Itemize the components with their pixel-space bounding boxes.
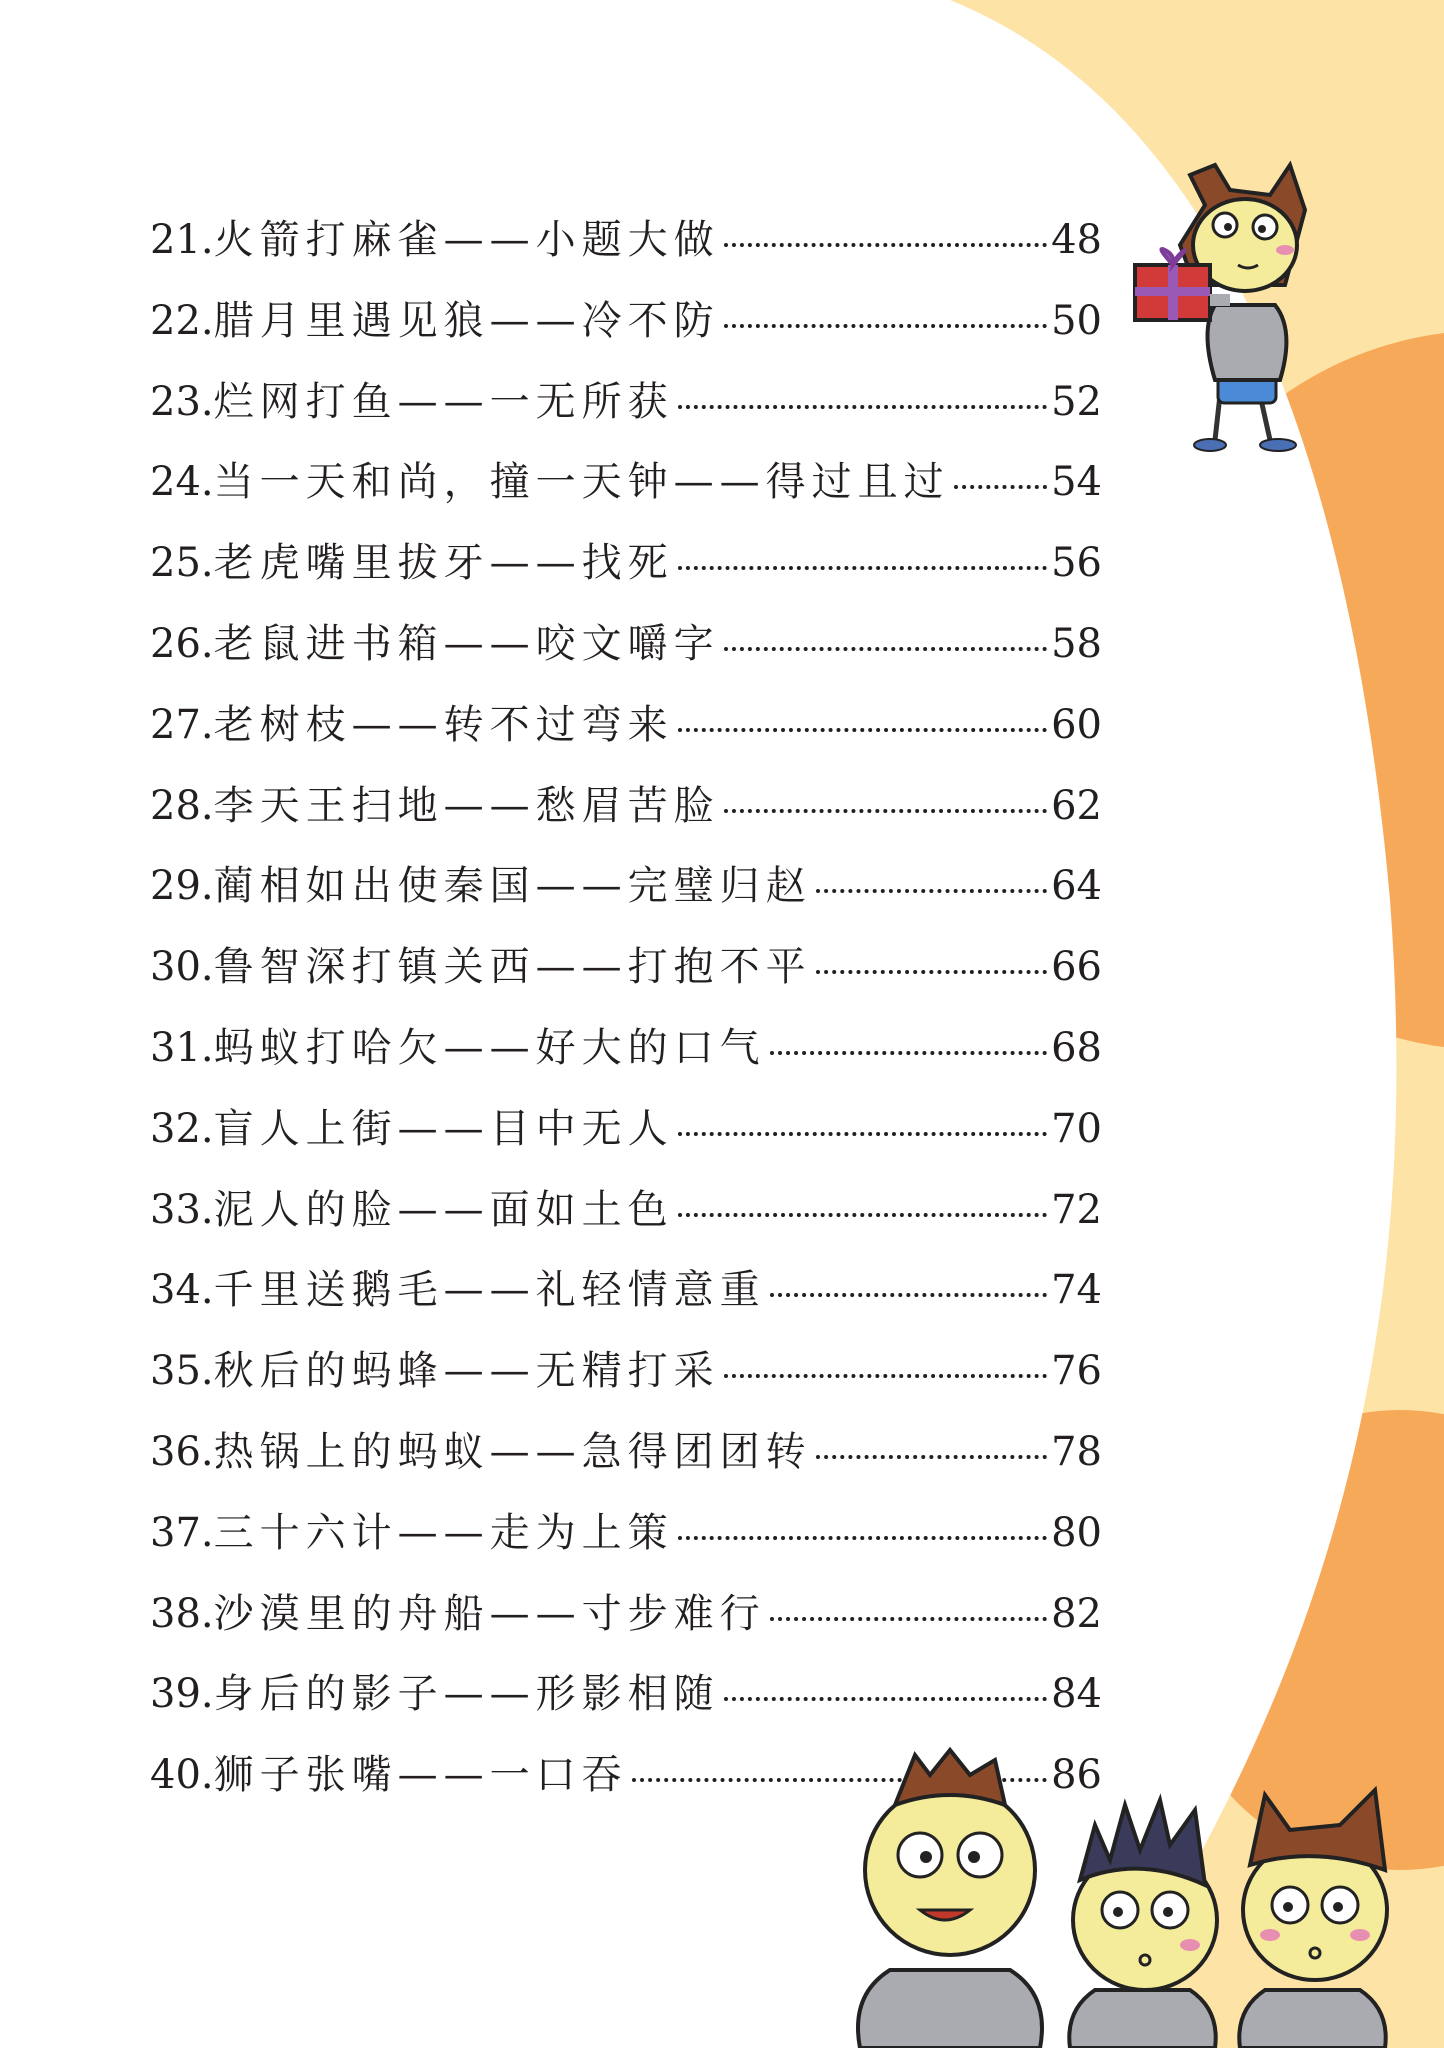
toc-entry xyxy=(150,523,1102,604)
three-kids-illustration xyxy=(820,1735,1444,2048)
kid-left xyxy=(858,1750,1042,2048)
page-number: 60 xyxy=(1051,701,1102,748)
entry-title: 鲁智深打镇关西——打抱不平 xyxy=(213,944,812,991)
dot-leader xyxy=(724,809,1047,813)
entry-title: 火箭打麻雀——小题大做 xyxy=(213,217,720,263)
boy-legs xyxy=(1194,375,1296,451)
boy-with-gift-illustration xyxy=(1120,155,1370,455)
dot-leader xyxy=(724,647,1047,651)
dot-leader xyxy=(724,243,1047,247)
entry-number: 39. xyxy=(150,1671,214,1718)
entry-title: 秋后的蚂蜂——无精打采 xyxy=(213,1348,720,1395)
page-number: 76 xyxy=(1051,1348,1102,1395)
entry-number: 37. xyxy=(150,1509,214,1556)
table-of-contents xyxy=(150,200,1102,1816)
entry-number: 33. xyxy=(150,1186,214,1233)
dot-leader xyxy=(678,1213,1047,1217)
page-number: 68 xyxy=(1051,1024,1102,1071)
entry-title: 热锅上的蚂蚁——急得团团转 xyxy=(213,1428,812,1475)
entry-number: 32. xyxy=(150,1105,214,1152)
entry-number: 38. xyxy=(150,1590,214,1637)
entry-number: 35. xyxy=(150,1348,214,1395)
entry-number: 26. xyxy=(150,620,214,667)
page-number: 72 xyxy=(1051,1186,1102,1233)
toc-entry xyxy=(150,846,1102,927)
dot-leader xyxy=(724,1374,1047,1378)
toc-entry xyxy=(150,1574,1102,1655)
entry-number: 31. xyxy=(150,1024,214,1071)
toc-entry xyxy=(150,927,1102,1008)
page-number: 66 xyxy=(1051,944,1102,991)
kid-right xyxy=(1239,1790,1387,2048)
toc-entry xyxy=(150,1008,1102,1089)
entry-title: 蔺相如出使秦国——完璧归赵 xyxy=(213,863,812,910)
entry-number: 25. xyxy=(150,540,214,587)
toc-entry xyxy=(150,766,1102,847)
dot-leader xyxy=(770,1617,1047,1621)
entry-title: 当一天和尚，撞一天钟——得过且过 xyxy=(213,459,950,506)
dot-leader xyxy=(678,566,1047,570)
page-number: 62 xyxy=(1051,782,1102,829)
entry-title: 李天王扫地——愁眉苦脸 xyxy=(213,782,720,829)
page-number: 52 xyxy=(1051,378,1102,425)
page-number: 74 xyxy=(1051,1267,1102,1314)
dot-leader xyxy=(816,1455,1047,1459)
entry-number: 21. xyxy=(150,217,214,263)
boy-body xyxy=(1208,305,1287,380)
entry-title: 沙漠里的舟船——寸步难行 xyxy=(213,1590,766,1637)
dot-leader xyxy=(770,1051,1047,1055)
entry-title: 老树枝——转不过弯来 xyxy=(213,701,674,748)
entry-title: 狮子张嘴——一口吞 xyxy=(213,1752,628,1799)
entry-title: 千里送鹅毛——礼轻情意重 xyxy=(213,1267,766,1314)
page-number: 84 xyxy=(1051,1671,1102,1718)
entry-number: 27. xyxy=(150,701,214,748)
page-number: 78 xyxy=(1051,1428,1102,1475)
entry-number: 34. xyxy=(150,1267,214,1314)
page-number: 58 xyxy=(1051,620,1102,667)
kid-middle xyxy=(1069,1800,1217,2048)
dot-leader xyxy=(678,1536,1047,1540)
toc-entry xyxy=(150,1493,1102,1574)
entry-number: 24. xyxy=(150,459,214,506)
page-number: 56 xyxy=(1051,540,1102,587)
entry-title: 老鼠进书箱——咬文嚼字 xyxy=(213,620,720,667)
dot-leader xyxy=(678,1132,1047,1136)
toc-entry xyxy=(150,1089,1102,1170)
dot-leader xyxy=(816,970,1047,974)
dot-leader xyxy=(816,889,1047,893)
page-number: 82 xyxy=(1051,1590,1102,1637)
toc-entry xyxy=(150,685,1102,766)
toc-entry xyxy=(150,362,1102,443)
toc-entry xyxy=(150,1412,1102,1493)
dot-leader xyxy=(724,1697,1047,1701)
entry-number: 36. xyxy=(150,1428,214,1475)
page-number: 54 xyxy=(1051,459,1102,506)
dot-leader xyxy=(678,405,1047,409)
toc-entry xyxy=(150,281,1102,362)
page-number: 50 xyxy=(1051,297,1102,344)
entry-number: 23. xyxy=(150,378,214,425)
entry-number: 30. xyxy=(150,944,214,991)
dot-leader xyxy=(724,324,1047,328)
dot-leader xyxy=(770,1293,1047,1297)
toc-entry xyxy=(150,1250,1102,1331)
entry-title: 三十六计——走为上策 xyxy=(213,1509,674,1556)
page-number: 70 xyxy=(1051,1105,1102,1152)
entry-title: 烂网打鱼——一无所获 xyxy=(213,378,674,425)
entry-number: 22. xyxy=(150,297,214,344)
page-number: 48 xyxy=(1051,217,1102,263)
toc-entry xyxy=(150,1331,1102,1412)
dot-leader xyxy=(954,485,1047,489)
page-number: 80 xyxy=(1051,1509,1102,1556)
page-number: 64 xyxy=(1051,863,1102,910)
toc-entry xyxy=(150,1170,1102,1251)
entry-title: 泥人的脸——面如土色 xyxy=(213,1186,674,1233)
toc-entry xyxy=(150,1654,1102,1735)
toc-entry xyxy=(150,200,1102,281)
entry-number: 28. xyxy=(150,782,214,829)
entry-title: 身后的影子——形影相随 xyxy=(213,1671,720,1718)
entry-title: 腊月里遇见狼——冷不防 xyxy=(213,297,720,344)
page-number: 86 xyxy=(1051,1752,1102,1799)
entry-title: 老虎嘴里拔牙——找死 xyxy=(213,540,674,587)
entry-title: 蚂蚁打哈欠——好大的口气 xyxy=(213,1024,766,1071)
dot-leader xyxy=(678,728,1047,732)
toc-entry xyxy=(150,442,1102,523)
entry-number: 40. xyxy=(150,1752,214,1799)
entry-title: 盲人上街——目中无人 xyxy=(213,1105,674,1152)
entry-number: 29. xyxy=(150,863,214,910)
toc-entry xyxy=(150,604,1102,685)
